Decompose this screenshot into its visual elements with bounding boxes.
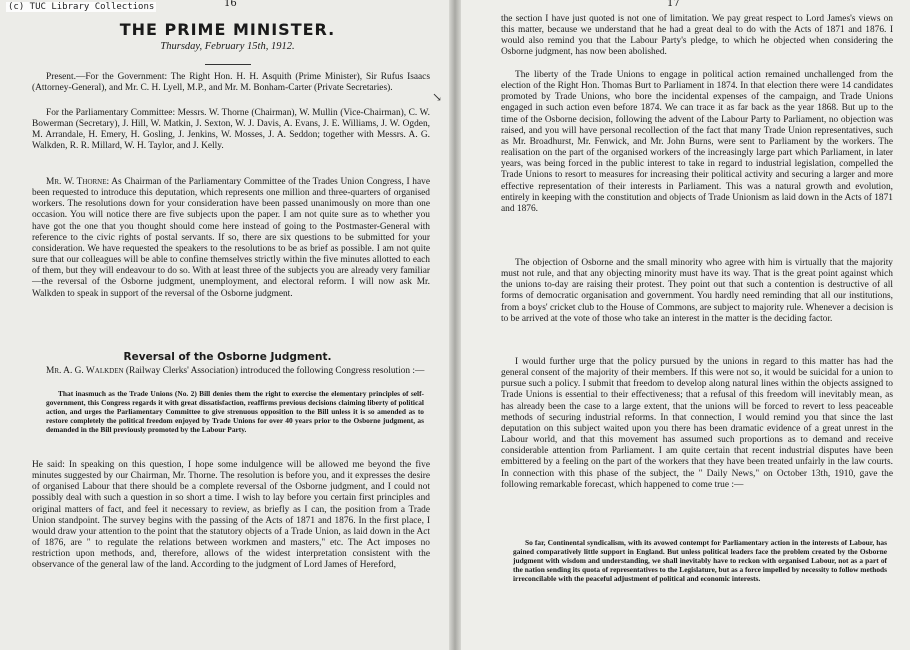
thorne-paragraph	[32, 177, 430, 300]
speaker-name: Mr. A. G. Walkden	[46, 366, 124, 376]
speech-text: As Chairman of the Parliamentary Committee of the Trades Union Congress, I have been requested to introduce this deputation, which represents one million and three-quarters of organised workers. The resolutions down for your consideration have been passed unanimously on more than one occasion. You will notice there are five subjects upon the paper. I am not quite sure as to whether you have got the one that you thought should come here instead of going to the Postmaster-General with reference to the civic rights of postal servants. If so, there are six questions to be submitted for your consideration. We have requested the speakers to the resolutions to be as brief as possible. I am not quite sure that our colleagues will be able to confine themselves strictly within the five minutes allotted to each of them, but they will endeavour to do so. With at least three of the subjects you are already very familiar—the reversal of the Osborne judgment, unemployment, and electoral reform. I will now ask Mr. Walkden to speak in support of the reversal of the Osborne judgment.	[32, 177, 430, 299]
book-gutter	[449, 0, 461, 650]
page-title: THE PRIME MINISTER.	[119, 20, 336, 39]
walkden-speech: He said: In speaking on this question, I hope some indulgence will be allowed me beyond the five minutes suggested by our Chairman, Mr. Thorne. The resolution is before you, and it expresses the desire of organised Labour that there should be a complete reversal of the Osborne judgment, and I could not possibly deal with such a question in so short a time. I wish to lay before you certain first principles and original matters of fact, and feel it necessary to review, as briefly as I can, the position from a Trade Union standpoint. The survey begins with the passing of the Acts of 1871 and 1876. In the first place, I would draw your attention to the point that the statutory objects of a Trade Union, as laid down in the Act of 1876, are " to regulate the relations between workmen and masters," etc. The Act imposes no restriction upon methods, and, therefore, allows of the widest interpretation consistent with the observance of the general law of the land. According to the judgment of Lord James of Hereford,	[32, 460, 430, 571]
margin-mark: ↘	[432, 90, 443, 104]
page-number: 17	[667, 0, 680, 9]
section-heading: Reversal of the Osborne Judgment.	[123, 351, 332, 363]
urge-paragraph: I would further urge that the policy pursued by the unions in regard to this matter has had the general consent of the majority of their members. If this were not so, it would be suicidal for a union to pursue such a policy. I submit that freedom to develop along natural lines within the objects assigned to Trade Unions is essential to their effectiveness; that a refusal of this freedom will inevitably mean, as has already been the case to a large extent, that the unions will be forced to revert to less peaceable methods of securing industrial reforms. In that connection, I would remind you that since the last deputation on this subject waited upon you there has been dramatic evidence of a great unrest in the Labour world, and that this movement has assumed such proportions as to demand and receive considerable attention from Parliament. I am quite certain that recent industrial disputes have been embittered by a feeling on the part of the workers that they have been treated unfairly in the law courts. In connection with this phase of the subject, the " Daily News," on October 13th, 1910, gave the following remarkable forecast, which happened to come true :—	[501, 357, 893, 490]
congress-resolution: That inasmuch as the Trade Unions (No. 2) Bill denies them the right to exercise the elementary principles of self-government, this Congress regards it with great dissatisfaction, reaffirms previous decisions claiming liberty of political action, and urges the Parliamentary Committee to give strenuous opposition to the Bill unless it is so amended as to restore completely the political freedom enjoyed by Trade Unions for over 40 years prior to the Osborne judgment, as demanded in the Bill previously promoted by the Labour Party.	[46, 389, 424, 434]
continued-paragraph: the section I have just quoted is not one of limitation. We pay great respect to Lord James's views on this matter, because we understand that he had a great deal to do with the Acts of 1871 and 1876. I would also remind you that the Labour Party's pledge, to which he objected when considering the Osborne judgment, has now been abolished.	[501, 14, 893, 58]
page-number: 16	[224, 0, 237, 9]
library-watermark: (c) TUC Library Collections	[8, 2, 155, 12]
meeting-date: Thursday, February 15th, 1912.	[160, 41, 295, 52]
objection-paragraph: The objection of Osborne and the small minority who agree with him is virtually that the majority must not rule, and that any objecting minority must have its way. That is the great point against which the unions to-day are raising their protest. They point out that such a contention is destructive of all forms of democratic organisation and government. You hardly need reminding that all our institutions, from a boys' cricket club to the House of Commons, are subject to majority rule. Whenever a decision is to be arrived at the vote of those who take an interest in the matter is the deciding factor.	[501, 258, 893, 324]
speech-text: (Railway Clerks' Association) introduced the following Congress resolution :—	[123, 366, 425, 376]
title-rule	[205, 64, 251, 65]
committee-paragraph: For the Parliamentary Committee: Messrs. W. Thorne (Chairman), W. Mullin (Vice-Chairman), C. W. Bowerman (Secretary), J. Hill, W. Matkin, J. Sexton, W. J. Davis, A. Evans, J. E. Williams, J. W. Ogden, M. Arrandale, H. Emery, H. Gosling, J. Jenkins, W. Mosses, J. A. Seddon; together with Messrs. A. G. Walkden, R. R. Millard, W. H. Taylor, and J. Kelly.	[32, 108, 430, 152]
right-page	[455, 0, 910, 650]
daily-news-quote: So far, Continental syndicalism, with its avowed contempt for Parliamentary action in the interests of Labour, has gained comparatively little support in England. But unless political leaders face the problem created by the Osborne judgment with wisdom and understanding, we shall inevitably have to reckon with organised Labour, not as a part of the nation sending its quota of representatives to the Legislature, but as a force impelled by necessity to follow methods irreconcilable with the peaceful adjustment of political and economic interests.	[513, 538, 887, 583]
present-paragraph: Present.—For the Government: The Right Hon. H. H. Asquith (Prime Minister), Sir Rufus Isaacs (Attorney-General), and Mr. C. H. Lyell, M.P., and Mr. M. Bonham-Carter (Private Secretaries).	[32, 72, 430, 94]
liberty-paragraph: The liberty of the Trade Unions to engage in political action remained unchallenged from the election of the Right Hon. Thomas Burt to Parliament in 1874. In that election there were 14 candidates promoted by Trade Unions, who bore the incidental expenses of the campaign, and Trade Unions engaged in such action even before 1874. We can trace it as far back as the year 1868. But up to the time of the Osborne decision, following the advent of the Labour Party to Parliament, no objection was raised, and you will have personal recollection of the fact that many Trade Union representatives, such as Mr. Broadhurst, Mr. Fenwick, and Mr. John Burns, were sent to Parliament by the workers. The realisation on the part of the organised workers of the increasingly large part which Parliament, in later years, was being forced in the public interest to take in regard to industrial legislation, compelled the Trade Unions to resort to measures for increasing their political activity and securing a larger and more effective representation of their interests in Parliament. This was a natural growth and evolution, entirely in keeping with the constitution and objects of Trade Unionism as laid down in the Acts of 1871 and 1876.	[501, 70, 893, 214]
walkden-paragraph	[32, 366, 430, 377]
speaker-name: Mr. W. Thorne:	[46, 177, 110, 187]
